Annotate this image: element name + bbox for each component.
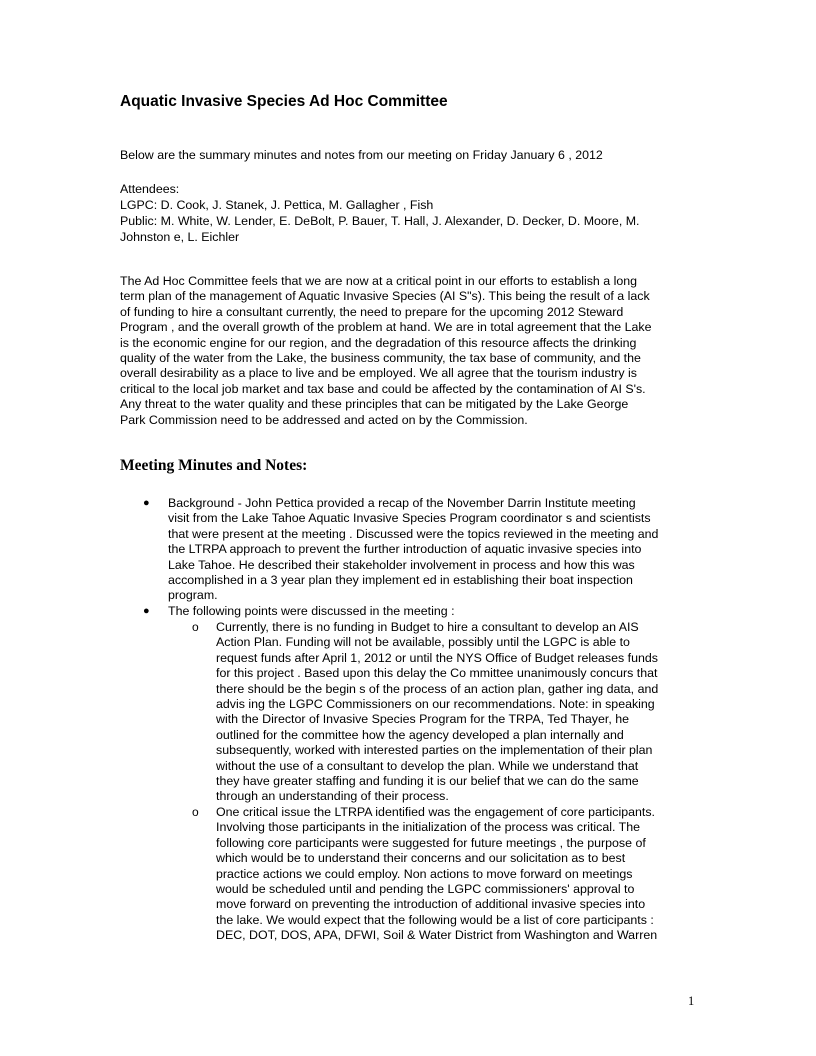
statement-line: overall desirability as a place to live and be employed. We all agree that the tourism industry is xyxy=(120,366,638,381)
text-line: the LTRPA approach to prevent the further introduction of aquatic invasive species into xyxy=(168,542,642,557)
text-line: there should be the begin s of the process of an action plan, gather ing data, and xyxy=(216,681,659,696)
statement-line: term plan of the management of Aquatic Invasive Species (AI S"s). This being the result of a lack xyxy=(120,289,650,304)
text-line: subsequently, worked with interested parties on the implementation of their plan xyxy=(216,743,653,758)
text-line: Currently, there is no funding in Budget to hire a consultant to develop an AIS xyxy=(216,620,639,634)
text-line: program. xyxy=(168,588,218,603)
attendees-public: Public: M. White, W. Lender, E. DeBolt, P. Bauer, T. Hall, J. Alexander, D. Decker, D. Moore, M. xyxy=(120,214,640,228)
text-line: visit from the Lake Tahoe Aquatic Invasive Species Program coordinator s and scientists xyxy=(168,511,651,526)
attendees-public-continued: Johnston e, L. Eichler xyxy=(120,230,240,244)
document-title: Aquatic Invasive Species Ad Hoc Committee xyxy=(120,93,448,110)
list-item-text xyxy=(168,496,708,604)
text-line: move forward on preventing the introduction of additional invasive species into xyxy=(216,897,646,912)
section-heading: Meeting Minutes and Notes: xyxy=(120,457,308,474)
text-line: DEC, DOT, DOS, APA, DFWI, Soil & Water District from Washington and Warren xyxy=(216,928,658,943)
attendees-heading: Attendees: xyxy=(120,182,180,196)
committee-statement xyxy=(120,274,700,428)
attendees-section xyxy=(120,181,690,245)
text-line: accomplished in a 3 year plan they implement ed in establishing their boat inspection xyxy=(168,573,633,588)
text-line: outlined for the committee how the agency developed a plan internally and xyxy=(216,727,624,742)
intro-paragraph: Below are the summary minutes and notes from our meeting on Friday January 6 , 2012 xyxy=(120,148,603,162)
text-line: that were present at the meeting . Discussed were the topics reviewed in the meeting and xyxy=(168,526,659,541)
statement-line: is the economic engine for our region, and the degradation of this resource affects the drinking xyxy=(120,335,637,350)
text-line: Background - John Pettica provided a recap of the November Darrin Institute meeting xyxy=(168,496,636,510)
bullet-icon: ● xyxy=(143,497,150,509)
text-line: with the Director of Invasive Species Program for the TRPA, Ted Thayer, he xyxy=(216,712,629,727)
statement-line: The Ad Hoc Committee feels that we are now at a critical point in our efforts to establish a long xyxy=(120,274,637,288)
statement-line: Program , and the overall growth of the problem at hand. We are in total agreement that the Lake xyxy=(120,320,652,335)
statement-line: of funding to hire a consultant currently, the need to prepare for the upcoming 2012 Steward xyxy=(120,304,624,319)
sub-list-item-text xyxy=(216,805,696,944)
text-line: advis ing the LGPC Commissioners on our recommendations. Note: in speaking xyxy=(216,697,655,712)
text-line: which would be to understand their concerns and our solicitation as to best xyxy=(216,851,626,866)
statement-line: Any threat to the water quality and these principles that can be mitigated by the Lake George xyxy=(120,397,629,412)
text-line: The following points were discussed in the meeting : xyxy=(168,604,455,618)
text-line: for this project . Based upon this delay the Co mmittee unanimously concurs that xyxy=(216,666,658,681)
text-line: practice actions we could employ. Non actions to move forward on meetings xyxy=(216,866,633,881)
sub-bullet-icon: o xyxy=(192,805,199,819)
statement-line: quality of the water from the Lake, the business community, the tax base of community, and the xyxy=(120,351,641,366)
text-line: Action Plan. Funding will not be available, possibly until the LGPC is able to xyxy=(216,635,630,650)
text-line: Involving those participants in the initialization of the process was critical. The xyxy=(216,820,641,835)
statement-line: critical to the local job market and tax base and could be affected by the contamination of AI S's. xyxy=(120,381,646,396)
bullet-icon: ● xyxy=(143,605,150,617)
text-line: One critical issue the LTRPA identified was the engagement of core participants. xyxy=(216,805,655,819)
text-line: the lake. We would expect that the following would be a list of core participants : xyxy=(216,912,654,927)
text-line: request funds after April 1, 2012 or until the NYS Office of Budget releases funds xyxy=(216,650,658,665)
text-line: through an understanding of their process. xyxy=(216,789,449,804)
sub-bullet-icon: o xyxy=(192,620,199,634)
text-line: they have greater staffing and funding it is our belief that we can do the same xyxy=(216,774,639,789)
statement-line: Park Commission need to be addressed and acted on by the Commission. xyxy=(120,412,528,427)
text-line: Lake Tahoe. He described their stakeholder involvement in process and how this was xyxy=(168,557,635,572)
sub-list-item-text xyxy=(216,620,696,805)
text-line: would be scheduled until and pending the LGPC commissioners' approval to xyxy=(216,882,635,897)
list-item-text xyxy=(168,604,708,619)
text-line: following core participants were suggested for future meetings , the purpose of xyxy=(216,835,646,850)
attendees-lgpc: LGPC: D. Cook, J. Stanek, J. Pettica, M. Gallagher , Fish xyxy=(120,198,434,212)
page-number: 1 xyxy=(688,994,695,1008)
text-line: without the use of a consultant to develop the plan. While we understand that xyxy=(216,758,639,773)
